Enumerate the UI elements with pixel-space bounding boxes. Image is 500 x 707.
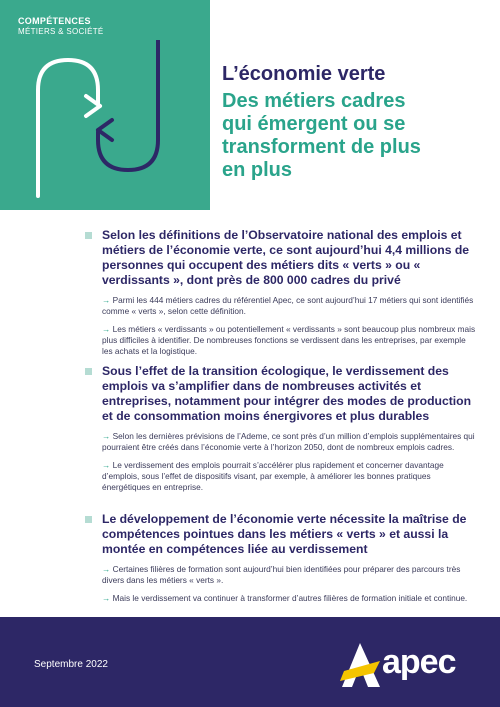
finding-point [102, 564, 477, 586]
finding-point-text: Le verdissement des emplois pourrait s’accélérer plus rapidement et concerner davantage d’emplois, sous l’effet de dispositifs visant, par exemple, à améliorer les bonnes pratiques énergétiques en entreprise. [102, 460, 444, 492]
square-bullet-icon [85, 368, 92, 375]
arrow-right-icon: → [102, 295, 113, 305]
finding-point [102, 431, 477, 453]
subtitle-line: en plus [222, 159, 293, 181]
arrow-right-icon: → [102, 324, 113, 334]
finding-point [102, 460, 477, 493]
footer-band [0, 617, 500, 707]
subtitle-line: transforment de plus [222, 136, 421, 158]
category-sub: MÉTIERS & SOCIÉTÉ [18, 27, 104, 36]
finding-section [82, 364, 477, 493]
finding-point-text: Certaines filières de formation sont aujourd’hui bien identifiées pour préparer des parcours très divers dans les métiers « verts ». [102, 564, 461, 585]
finding-point [102, 324, 477, 357]
category-main: COMPÉTENCES [18, 16, 91, 26]
publication-date: Septembre 2022 [34, 659, 108, 670]
arrow-right-icon: → [102, 593, 113, 603]
finding-point [102, 593, 477, 604]
category-tag [18, 16, 104, 37]
finding-point-text: Les métiers « verdissants » ou potentiellement « verdissants » sont beaucoup plus nombreux mais plus difficiles à identifier. De nombreuses fonctions se verdissent dans les entreprises, par exemple les achats et la logistique. [102, 324, 476, 356]
finding-heading-text: Sous l’effet de la transition écologique, le verdissement des emplois va s’amplifier dans de nombreuses activités et entreprises, notamment pour intégrer des modes de production et de consommation moins énergivores et plus durables [102, 364, 472, 423]
finding-point-text: Selon les dernières prévisions de l’Ademe, ce sont près d’un million d’emplois supplémentaires qui pourraient être créés dans l’économie verte à l’horizon 2050, dont de nombreux emplois cadres. [102, 431, 475, 452]
finding-heading [82, 512, 477, 557]
finding-point-text: Parmi les 444 métiers cadres du référentiel Apec, ce sont aujourd’hui 17 métiers qui sont identifiés comme « verts », selon cette définition. [102, 295, 474, 316]
page-title: L’économie verte [222, 63, 386, 85]
hero-panel [0, 0, 210, 210]
arrow-right-icon: → [102, 564, 113, 574]
arrow-right-icon: → [102, 460, 113, 470]
finding-point [102, 295, 477, 317]
finding-heading [82, 364, 477, 424]
finding-section [82, 228, 477, 357]
arrow-right-icon: → [102, 431, 113, 441]
square-bullet-icon [85, 232, 92, 239]
apec-logo-mark-icon [340, 641, 382, 691]
subtitle-line: Des métiers cadres [222, 90, 406, 112]
finding-heading-text: Le développement de l’économie verte nécessite la maîtrise de compétences pointues dans les métiers « verts » et aussi la montée en compétences liée au verdissement [102, 512, 467, 556]
finding-section [82, 512, 477, 604]
title-block [222, 62, 492, 182]
hero-header [0, 0, 500, 210]
finding-heading-text: Selon les définitions de l’Observatoire national des emplois et métiers de l’économie verte, ce sont aujourd’hui 4,4 millions de personnes qui occupent des métiers dits « verts » ou « verdissants », dont près de 800 000 cadres du privé [102, 228, 470, 287]
square-bullet-icon [85, 516, 92, 523]
apec-logo-text: apec [382, 643, 456, 681]
apec-logo [340, 641, 480, 691]
finding-heading [82, 228, 477, 288]
transformation-arrows-icon [20, 40, 200, 200]
subtitle-line: qui émergent ou se [222, 113, 406, 135]
finding-point-text: Mais le verdissement va continuer à transformer d’autres filières de formation initiale et continue. [112, 593, 468, 603]
page-subtitle [222, 90, 492, 182]
